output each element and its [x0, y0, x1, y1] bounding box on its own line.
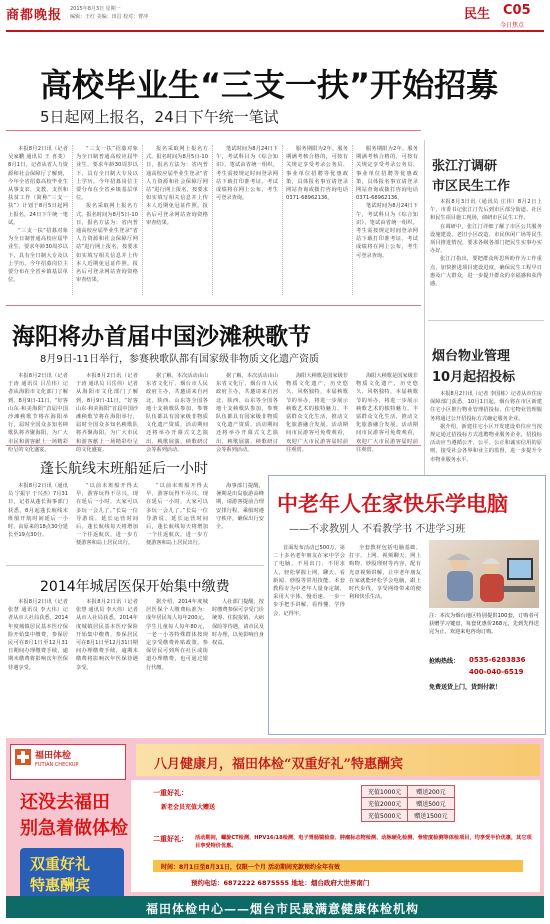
hotline-number-1[interactable]: 0535-6283836	[469, 656, 526, 664]
gift1-row	[362, 810, 455, 822]
ad-brand-en: FUTIAN CHECKUP	[35, 762, 79, 768]
sidebar1-body: 本报8月3日讯（通讯员 庄伟）8月2日上午，市委书记张江汀先后到市区部分街道、社区和民生项目施工现场，调研市区民生工作。 在调研中，张江汀详细了解了市区公共服务设施建设、老旧小区改造、市民休闲广场等民生项目推进情况，要求各级各部门把民生实事办实办好。 张江汀指出，要把群众所思所盼作为工作重点，加快推进项目建设进度，确保民生工程早日惠及广大群众，进一步提升群众的幸福感和获得感。	[430, 199, 542, 288]
charge-cell: 充值5000元	[362, 810, 408, 822]
feature-title: 中老年人在家快乐学电脑	[277, 491, 508, 516]
masthead-rule	[6, 30, 544, 32]
story1-col4: 笔试时间为8月24日下午，考试科目为《综合知识》，笔试由省统一组织。考生需按规定时间登录网站下载打印准考证。考试成绩将在网上公布，考生可登录查询。	[216, 146, 278, 202]
feature-body-col1: 首面发布活动已500万，第二十多名老年朋友在家中学会了电脑，不用出门、不用求人，轻松掌握上网、聊天、看新闻、炒股等常用技能。本套教程专为中老年人量身定制，采用大字体、慢语速、一步一步手把手讲解，看得懂、学得会、记得牢。	[273, 545, 345, 617]
charge-cell: 充值1000元	[362, 786, 408, 798]
story2-col4: 据了解，本次活动由山东省文化厅、烟台市人民政府主办，共邀请来自河北、陕西、山东等全国各地十支秧歌队参加，参赛队伍都具有国家级非物质文化遗产资质，活动期间还将举办开幕式文艺演出、秧歌展演、秧歌研讨会等系列活动。	[216, 373, 278, 453]
sidebar2-title-line1: 烟台物业管理	[432, 349, 511, 364]
ad-logo-box	[10, 744, 126, 780]
ad-time: 时间：8月1日至8月31日，仅限一个月 活动期间充款预约全年有效	[161, 864, 340, 871]
bonus-cell: 赠送1500元	[408, 810, 454, 822]
story1-col6: 服务期限为2年。服务期满考核合格的，可按有关规定享受考录公务员、事业单位招聘等优惠政策，具体报名事宜请登录网站查询或拨打咨询电话0371-68962136。 笔试时间为8月24日下午，考试科目为《综合知识》，笔试由省统一组织。考生需按规定时间登录网站下载打印准考证。考试成绩将在网上公布，考生可登录查询。	[356, 146, 418, 259]
story3-col1: 本报8月2日讯（通讯员 宁振宇 于兴杰）7月31日，记者从蓬长海事部门获悉，8月起蓬长航线末班船开航时间延后一小时，由原来的18点30分延长至19点30分。	[8, 483, 68, 539]
story3-col2: “以前末班船开得太早，游客玩得不尽兴，现在延后一小时，大家可以多玩一会儿了。”长岛一位导游说。延长运营时间后，蓬长航线每天将增加一个往返航次，进一步方便游客和岛上居民出行。	[76, 483, 138, 547]
column-divider	[142, 145, 143, 295]
column-divider	[212, 145, 213, 295]
ad-phone: 预约电话：6872222 6875555 地址：烟台政府大世界南门	[191, 879, 370, 887]
gift1-desc: 新老会员充值大赠送	[161, 804, 216, 811]
story2-col1: 本报8月2日讯（记者 于涛 通讯员 吕岳伟）记者从海阳市文化部门了解到，8月9日-11日，“好客山东·和美海阳”首届中国沙滩秧歌节将在海阳举行，届时全国众多知名秧歌队将齐聚海阳，为广大市民和游客献上一场精彩纷呈的文化盛宴。	[8, 373, 68, 453]
headline-ferry-extension: 蓬长航线末班船延后一小时	[40, 461, 208, 477]
story4-col2: 本报8月2日讯（记者 张慧 通讯员 李大伟）记者从市人社局获悉，2014年度城镇居民基本医疗保险开始集中缴费，参保居民可在8月1日至12月31日期间办理缴费手续，逾期未缴费将影响次年医保待遇享受。	[76, 599, 138, 671]
ad-badge-line1: 双重好礼	[30, 855, 91, 873]
gift2-desc: 活动期间，螺旋CT检测、HPV16/18检测、电子胃肠镜检查、肿瘤标志物检测、动脉硬化检测、骨密度检测等体检项目，均享受半价优惠，其它项目享受特价优惠。	[195, 835, 532, 849]
gift1-row	[362, 798, 455, 810]
hotline-label: 抢购热线：	[429, 658, 460, 665]
ad-badge-line2: 特惠酬宾	[30, 876, 91, 894]
column-divider	[72, 145, 73, 295]
sidebar1-title-line1: 张江汀调研	[432, 159, 498, 174]
column-divider	[282, 145, 283, 295]
story3-col3: “以前末班船开得太早，游客玩得不尽兴，现在延后一小时，大家可以多玩一会儿了。”长岛一位导游说。延长运营时间后，蓬长航线每天将增加一个往返航次，进一步方便游客和岛上居民出行。	[146, 483, 208, 547]
futian-checkup-ad	[6, 738, 544, 918]
headline-medical-insurance: 2014年城居医保开始集中缴费	[40, 579, 230, 595]
gift2-title: 二重好礼：	[153, 835, 188, 843]
story4-top-rule	[6, 565, 264, 566]
editor-line: 编辑：王红 美编：田昌 校对：曹冲	[70, 14, 149, 20]
sidebar2-rule	[428, 320, 544, 321]
ad-footer: 福田体检中心——烟台市民最满意健康体检机构	[146, 902, 420, 916]
ad-brand: 福田体检	[35, 751, 72, 761]
elderly-user-photo	[429, 540, 539, 608]
feature-tagline: ——不求教别人 不看教学书 不进学习班	[289, 524, 466, 535]
story2-col3: 据了解，本次活动由山东省文化厅、烟台市人民政府主办，共邀请来自河北、陕西、山东等全国各地十支秧歌队参加，参赛队伍都具有国家级非物质文化遗产资质，活动期间还将举办开幕式文艺演出、秧歌展演、秧歌研讨会等系列活动。	[146, 373, 208, 453]
sidebar2-title-line2: 10月起招投标	[432, 370, 516, 385]
headline-yangko-festival: 海阳将办首届中国沙滩秧歌节	[12, 324, 311, 350]
ad-headline: 八月健康月，福田体检“双重好礼”特惠酬宾	[154, 757, 403, 772]
story3-col4: 海事部门提醒，暑期是出岛旅游高峰期，请游客提前合理安排行程，乘船时遵守秩序，确保出行安全。	[216, 483, 264, 531]
story2-col2: 本报8月2日讯（记者 于涛 通讯员 吕岳伟）记者从海阳市文化部门了解到，8月9日-11日，“好客山东·和美海阳”首届中国沙滩秧歌节将在海阳举行，届时全国众多知名秧歌队将齐聚海阳，为广大市民和游客献上一场精彩纷呈的文化盛宴。	[76, 373, 138, 453]
column-divider	[352, 145, 353, 295]
story3-top-rule	[6, 445, 421, 446]
story4-col1: 本报8月2日讯（记者 张慧 通讯员 李大伟）记者从市人社局获悉，2014年度城镇居民基本医疗保险开始集中缴费，参保居民可在8月1日至12月31日期间办理缴费手续，逾期未缴费将影响次年医保待遇享受。	[8, 599, 68, 671]
feature-body-col2: 全套教材包括电脑基础、打字、上网、视频聊天、网上购物、炒股理财等内容，配有光盘视频讲解，让中老年朋友在家就能轻松学会电脑，跟上时代步伐，享受网络带来的便利和快乐生活。	[349, 545, 421, 601]
date-line: 2015年8月3日 星期一	[70, 6, 121, 12]
section-name: 民生	[464, 7, 491, 22]
sidebar1-title-line2: 市区民生工作	[432, 179, 511, 194]
sidebar2-body: 本报8月2日讯（记者 李国栋）记者从市住房保障部门获悉，10月1日起，烟台将在市区新建住宅小区推行物业管理招投标，住宅物业管理服务将通过公开招投标方式确定服务企业。 据介绍，新建住宅小区开发建设单位应当按规定通过招投标方式选聘物业服务企业，招投标活动应当遵循公开、公平、公正和诚实信用的原则，接受社会各界和业主的监督，进一步提升全市物业服务水平。	[430, 391, 542, 463]
delivery-note: 免费送货上门，货到付款！	[429, 684, 502, 691]
story1-rule	[6, 130, 421, 131]
cross-icon	[15, 749, 31, 765]
story1-col3: 报名采取网上报名方式。报名时间为8月5日-10日，报名方法为：省内普通高校应届毕业生登录“省人力资源和社会保障厅网站”进行网上报名，按要求如实填写相关信息并上传本人近期免冠证件照。报名后可登录网站查询资格审查结果。	[146, 146, 208, 226]
subheadline-yangko-festival: 8月9日-11日举行，参赛秧歌队都有国家级非物质文化遗产资质	[40, 354, 320, 365]
story1-col2: “三支一扶”招募对象为全日制普通高校应届毕业生，要求年龄30周岁以下，具有全日制大专及以上学历。今年招募岗位主要分布在全省乡镇基层单位。 报名采取网上报名方式。报名时间为8月5日-10日，报名方法为：省内普通高校应届毕业生登录“省人力资源和社会保障厅网站”进行网上报名，按要求如实填写相关信息并上传本人近期免冠证件照。报名后可登录网站查询资格审查结果。	[76, 146, 138, 284]
ad-content-panel	[131, 780, 540, 892]
story2-top-rule	[6, 305, 421, 306]
story4-col3: 据介绍，2014年度城居医保个人缴费标准为：成年居民每人每年200元，学生儿童每人每年80元，一老一小等特殊群体按规定享受缴费补贴政策。参保居民可到所在社区或街道办理缴费，也可通过银行代缴。	[146, 599, 208, 671]
masthead	[0, 0, 550, 30]
page-number: C05	[503, 3, 531, 18]
ad-slogan-2: 别急着做体检	[20, 818, 128, 839]
story2-col6: 海阳大秧歌是国家级非物质文化遗产，历史悠久、风格独特，本届秧歌节的举办，将进一步展示秧歌艺术的独特魅力，丰富群众文化生活，推动文化旅游融合发展。活动期间市民游客可免费观看，欢迎广大市民游客届时前往观赏。	[356, 373, 418, 453]
headline-three-supports: 高校毕业生“三支一扶”开始招募	[40, 66, 499, 104]
gift1-row	[362, 786, 455, 798]
gift1-title: 一重好礼：	[153, 789, 188, 797]
bonus-cell: 赠送200元	[408, 786, 454, 798]
subheadline-three-supports: 5日起网上报名，24日下午统一笔试	[40, 108, 279, 126]
feature-offer: 注：本次为烟台地区特别提供100套，订购者可获赠学习键盘，每套优惠价268元，先到先得送完为止，欢迎来电咨询订购。	[429, 613, 539, 636]
hotline-number-2[interactable]: 400-040-6519	[469, 668, 524, 676]
ad-slogan-1: 还没去福田	[20, 792, 110, 813]
feature-box	[268, 475, 546, 735]
gift1-table	[361, 785, 455, 822]
bonus-cell: 赠送500元	[408, 798, 454, 810]
story1-col5: 服务期限为2年。服务期满考核合格的，可按有关规定享受考录公务员、事业单位招聘等优惠政策，具体报名事宜请登录网站查询或拨打咨询电话0371-68962136。	[286, 146, 348, 202]
story2-col5: 海阳大秧歌是国家级非物质文化遗产，历史悠久、风格独特，本届秧歌节的举办，将进一步展示秧歌艺术的独特魅力，丰富群众文化生活，推动文化旅游融合发展。活动期间市民游客可免费观看，欢迎广大市民游客届时前往观赏。	[286, 373, 348, 453]
charge-cell: 充值2000元	[362, 798, 408, 810]
ad-badge	[20, 848, 124, 900]
story1-col1: 本报8月2日讯（记者 吴家鹏 通讯员 王 喜斐）8月1日，记者从省人力资源和社会保障厅了解到，今年全省招募高校毕业生从事支农、支教、支医和扶贫工作（简称“三支一扶”）计划于8月5日起网上报名，24日下午统一笔试。 “三支一扶”招募对象为全日制普通高校应届毕业生，要求年龄30周岁以下，具有全日制大专及以上学历。今年招募岗位主要分布在全省乡镇基层单位。	[8, 146, 68, 284]
section-subtitle: 今日焦点	[500, 22, 525, 29]
story4-col4: 人社部门提醒，按时缴费参保可享受门诊统筹、住院报销、大病保险等待遇，请市民及时办理，以免影响自身权益。	[212, 599, 264, 647]
newspaper-logo: 商都晚报	[6, 8, 63, 23]
